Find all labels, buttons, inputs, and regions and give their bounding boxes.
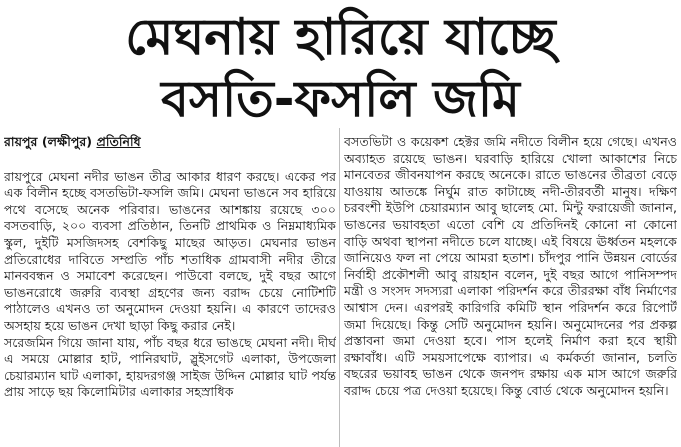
headline-line-1: মেঘনায় হারিয়ে যাচ্ছে [125,8,556,66]
byline-place: রায়পুর [4,134,38,149]
byline [4,134,336,151]
left-paragraph-2: সরেজমিন গিয়ে জানা যায়, পাঁচ বছর ধরে ভাঙছে মেঘনা নদী। দীর্ঘ এ সময়ে মোল্লার হাট, পানিরঘাট, স্লুইসগেট এলাকা, উপজেলা চেয়ারম্যান ঘাট এলাকা, হায়দরগঞ্জ সাইজ উদ্দিন মোল্লার ঘাট পর্যন্ত প্রায় সাড়ে ছয় কিলোমিটার এলাকার সহস্রাধিক [4,334,336,400]
right-column [344,134,677,447]
headline-line-2: বসতি-ফসলি জমি [161,70,520,128]
left-column [4,134,336,447]
byline-role: প্রতিনিধি [96,134,141,149]
left-paragraph-1: রায়পুরে মেঘনা নদীর ভাঙন তীব্র আকার ধারণ করছে। একের পর এক বিলীন হচ্ছে বসতভিটা-ফসলি জমি। মেঘনা ভাঙনে সব হারিয়ে পথে বসেছে অনেক পরিবার। ভাঙনের আশঙ্কায় রয়েছে ৩০০ বসতবাড়ি, ২০০ ব্যবসা প্রতিষ্ঠান, তিনটি প্রাথমিক ও নিম্নমাধ্যমিক স্কুল, দুইটি মসজিদসহ বেশকিছু মাছের আড়ত। মেঘনার ভাঙন প্রতিরোধের দাবিতে সম্প্রতি পাঁচ শতাধিক গ্রামবাসী নদীর তীরে মানববন্ধন ও সমাবেশ করেছেন। পাউবো বলছে, দুই বছর আগে ভাঙনরোধে জরুরি ব্যবস্থা গ্রহণের জন্য বরাদ্দ চেয়ে নোটিশটি পাঠালেও এখনও তা অনুমোদন দেওয়া হয়নি। এ কারণে তাদেরও অসহায় হয়ে ভাঙন দেখা ছাড়া কিছু করার নেই। [4,168,336,333]
byline-district: (লক্ষীপুর) [41,134,93,149]
right-paragraph-1: বসতভিটা ও কয়েকশ হেক্টর জমি নদীতে বিলীন হয়ে গেছে। এখনও অব্যাহত রয়েছে ভাঙন। ঘরবাড়ি হারিয়ে খোলা আকাশের নিচে মানবেতর জীবনযাপন করছে অনেকে। রাতে ভাঙনের তীব্রতা বেড়ে যাওয়ায় আতঙ্কে নির্ঘুম রাত কাটাচ্ছে নদী-তীরবর্তী মানুষ। দক্ষিণ চরবংশী ইউপি চেয়ারম্যান আবু ছালেহ মো. মিন্টু ফরায়েজী জানান, ভাঙনের ভয়াবহতা এতো বেশি যে প্রতিদিনই কোনো না কোনো বাড়ি অথবা স্থাপনা নদীতে চলে যাচ্ছে। এই বিষয়ে ঊর্ধ্বতন মহলকে জানিয়েও ফল না পেয়ে আমরা হতাশ। চাঁদপুর পানি উন্নয়ন বোর্ডের নির্বাহী প্রকৌশলী আবু রায়হান বলেন, দুই বছর আগে পানিসম্পদ মন্ত্রী ও সংসদ সদস্যরা এলাকা পরিদর্শন করে তীররক্ষা বাঁধ নির্মাণের আশ্বাস দেন। এরপরই কারিগরি কমিটি স্থান পরিদর্শন করে রিপোর্ট জমা দিয়েছে। কিন্তু সেটি অনুমোদন হয়নি। অনুমোদনের পর প্রকল্প প্রস্তাবনা জমা দেওয়া হবে। পাস হলেই নির্মাণ করা হবে স্থায়ী রক্ষাবাঁধ। এটি সময়সাপেক্ষে ব্যাপার। এ কর্মকর্তা জানান, চলতি বছরের ভয়াবহ ভাঙন থেকে জনপদ রক্ষায় এক মাস আগে জরুরি বরাদ্দ চেয়ে পত্র দেওয়া হয়েছে। কিন্তু বোর্ড থেকে অনুমোদন হয়নি। [344,134,677,398]
column-divider [339,128,340,447]
